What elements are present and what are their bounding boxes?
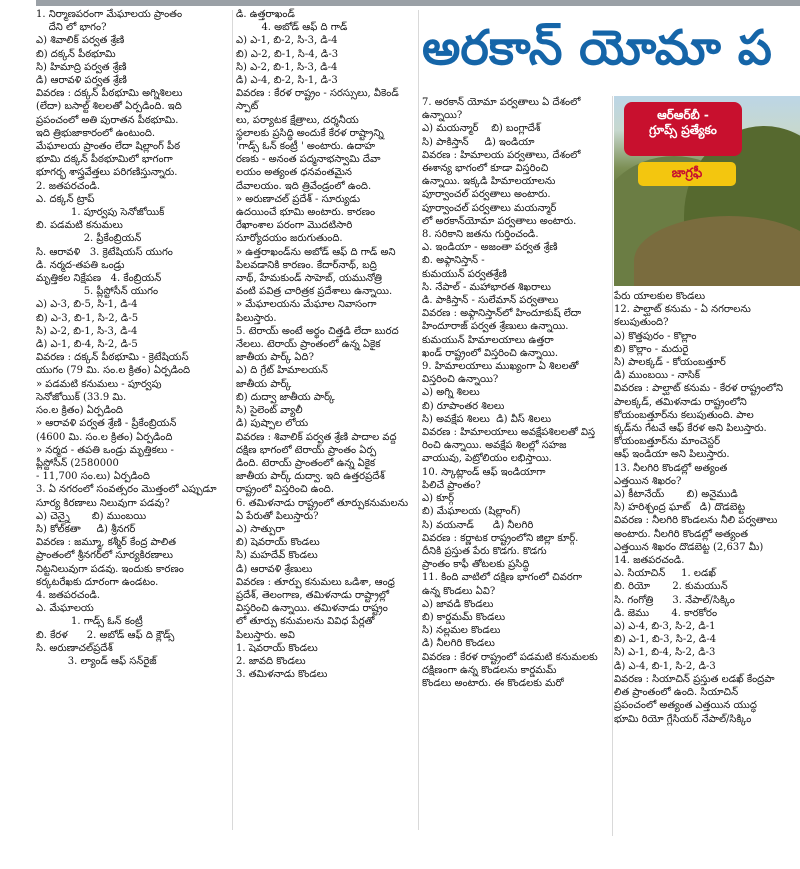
subject-tag: జాగ్రఫీ — [638, 162, 736, 186]
section-badge — [624, 102, 742, 156]
article-column-1: 1. నిర్మాణపరంగా మేఘాలయ ప్రాంతం దేని లో భాగం? ఎ) శివాలిక్ పర్వత శ్రేణి బి) దక్కన్ పీఠభూమి సి) హిమాద్రి పర్వత శ్రేణి డి) ఆరావళి పర్వత శ్రేణి వివరణ : దక్కన్ పీఠభూమి అగ్నిశిలలు (లేదా) బసాల్ట్ శిలలతో ఏర్పడింది. ఇది ప్రపంచంలో అతి పురాతన పీఠభూమి. ఇది త్రిభుజాకారంలో ఉంటుంది. మేఘాలయ ప్రాంతం లేదా షిల్లాంగ్ పీఠ భూమి దక్కన్ పీఠభూమిలో భాగంగా భూగర్భ శాస్త్రవేత్తలు పరిగణిస్తున్నారు. 2. జతపరచండి. ఎ. దక్కన్ ట్రాప్ 1. పూర్వపు సెనోజోయిక్ బి. పడమటి కనుమలు 2. ప్రీకేంబ్రియన్ సి. ఆరావళి 3. క్రెటేషియస్ యుగం డి. నర్మద-తపతి ఒండ్రు మృత్తికల నిక్షేపణ 4. కేంబ్రియన్ 5. ప్లీస్టోసీన్ యుగం ఎ) ఎ-3, బి-5, సి-1, డి-4 బి) ఎ-3, బి-1, సి-2, డి-5 సి) ఎ-2, బి-1, సి-3, డి-4 డి) ఎ-1, బి-4, సి-2, డి-5 వివరణ : దక్కన్ పీఠభూమి - క్రెటేషియస్ యుగం (79 మి. సం.ల క్రితం) ఏర్పడింది » పడమటి కనుమలు - పూర్వపు సెనోజోయిక్ (33.9 మి. సం.ల క్రితం) ఏర్పడింది » ఆరావళి పర్వత శ్రేణి - ప్రీకేంబ్రియన్ (4600 మి. సం.ల క్రితం) ఏర్పడింది » నర్మద - తపతి ఒండ్రు మృత్తికలు - ప్లీస్టోసీన్ (2580000 - 11,700 సం.లు) ఏర్పడింది 3. ఏ నగరంలో సంవత్సరం మొత్తంలో ఎప్పుడూ సూర్య కిరణాలు నిలువుగా పడవు? ఎ) చెన్నై బి) ముంబయి సి) కోల్‌కతా డి) శ్రీనగర్ వివరణ : జమ్మూ, కశ్మీర్ కేంద్ర పాలిత ప్రాంతంలో శ్రీనగర్‌లో సూర్యకిరణాలు నిట్టనిలువుగా పడవు. ఇందుకు కారణం కర్కటరేఖకు దూరంగా ఉండటం. 4. జతపరచండి. ఎ. మేఘాలయ 1. గాడ్స్ ఓన్ కంట్రీ బి. కేరళ 2. అబోడ్ ఆఫ్ ది క్లౌడ్స్ సి. అరుణాచల్‌ప్రదేశ్ 3. ల్యాండ్ ఆఫ్ సన్‌రైజ్ — [36, 9, 217, 667]
article-column-2: డి. ఉత్తరాఖండ్ 4. అబోడ్ ఆఫ్ ది గాడ్ ఎ) ఎ-1, బి-2, సి-3, డి-4 బి) ఎ-2, బి-1, సి-4, డి-3 సి) ఎ-2, బి-1, సి-3, డి-4 డి) ఎ-4, బి-2, సి-1, డి-3 వివరణ : కేరళ రాష్ట్రం - సరస్సులు, వీకెండ్ స్పాట్ లు, పర్యాటక క్షేత్రాలు, దర్శనీయ స్థలాలకు ప్రసిద్ధి అందుకే కేరళ రాష్ట్రాన్ని 'గాడ్స్ ఓన్ కంట్రీ ' అంటారు. ఉదాహ రణకు - అనంత పద్మనాభస్వామి దేవా లయం అత్యంత ధనవంతమైన దేవాలయం. ఇది త్రివేండ్రంలో ఉంది. » అరుణాచల్ ప్రదేశ్ - సూర్యుడు ఉదయించే భూమి అంటారు. కారణం రేఖాంశాల పరంగా మొదటిసారి సూర్యోదయం జరుగుతుంది. » ఉత్తరాఖండ్‌ను అబోడ్ ఆఫ్ ది గాడ్ అని పిలవడానికి కారణం. కేదార్‌నాథ్, బద్రి నాథ్, హేమకుండ్ సాహెబ్, యమునోత్రి వంటి పవిత్ర చారిత్రక ప్రదేశాలు ఉన్నాయి. » మేఘాలయను మేఘాల నివాసంగా పిలుస్తారు. 5. టెరాయ్ అంటే అర్థం చిత్తడి లేదా బురద నేలలు. టెరాయ్ ప్రాంతంలో ఉన్న ఏకైక జాతీయ పార్క్ ఏది? ఎ) ది గ్రేట్ హిమాలయన్ జాతీయ పార్క్ బి) దుద్వా జాతీయ పార్క్ సి) సైలెంట్ వ్యాలీ డి) పుష్పాల లోయ వివరణ : శివాలిక్ పర్వత శ్రేణి పాదాల వద్ద దక్షిణ భాగంలో టెరాయ్ ప్రాంతం ఏర్ప డింది. టెరాయ్ ప్రాంతంలో ఉన్న ఏకైక జాతీయ పార్క్ దుద్వా. ఇది ఉత్తరప్రదేశ్ రాష్ట్రంలో విస్తరించి ఉంది. 6. తమిళనాడు రాష్ట్రంలో తూర్పుకనుమలను ఏ పేరుతో పిలుస్తారు? ఎ) సాత్పురా బి) షెవరాయ్ కొండలు సి) మహదేవ్ కొండలు డి) ఆరావళి శ్రేణులు వివరణ : తూర్పు కనుమలు ఒడిశా, ఆంధ్ర ప్రదేశ్, తెలంగాణ, తమిళనాడు రాష్ట్రాల్లో విస్తరించి ఉన్నాయి. తమిళనాడు రాష్ట్రం లో తూర్పు కనుమలను వివిధ పేర్లతో పిలుస్తారు. అవి 1. షెవరాయ్ కొండలు 2. జావది కొండలు 3. తమిళనాడు కొండలు — [236, 9, 409, 681]
column-divider — [612, 96, 613, 836]
badge-line-2: గ్రూప్స్ ప్రత్యేకం — [649, 123, 717, 137]
article-column-3: 7. అరకాన్ యోమా పర్వతాలు ఏ దేశంలో ఉన్నాయి? ఎ) మయన్మార్ బి) బంగ్లాదేశ్ సి) పాకిస్తాన్ డి) ఇండియా వివరణ : హిమాలయ పర్వతాలు, దేశంలో ఈశాన్య భాగంలో కూడా విస్తరించి ఉన్నాయి. ఇక్కడి హిమాలయాలను పూర్వాంచల్ పర్వతాలు అంటారు. పూర్వాంచల్ పర్వతాలు మయన్మార్ లో అరకాన్‌యోమా పర్వతాలు అంటారు. 8. సరికాని జతను గుర్తించండి. ఎ. ఇండియా - అజంతా పర్వత శ్రేణి బి. అఫ్గానిస్తాన్ - కుమయున్ పర్వతశ్రేణి సి. నేపాల్ - మహాభారత శిఖరాలు డి. పాకిస్తాన్ - సులేమాన్ పర్వతాలు వివరణ : అఫ్గానిస్తాన్‌లో హిందూకుష్ లేదా హిందూరాజ్ పర్వత శ్రేణులు ఉన్నాయి. కుమయున్ హిమాలయాలు ఉత్తరా ఖండ్ రాష్ట్రంలో విస్తరించి ఉన్నాయి. 9. హిమాలయాలు ముఖ్యంగా ఏ శిలలతో విస్తరించి ఉన్నాయి? ఎ) అగ్ని శిలలు బి) రూపాంతర శిలలు సి) అవక్షేప శిలలు డి) వీస్ శిలలు వివరణ : హిమాలయాలు అవక్షేపశిలలతో విస్త రించి ఉన్నాయి. అవక్షేప శిలల్లో సహజ వాయువు, పెట్రోలియం లభిస్తాయి. 10. స్కాట్లాండ్ ఆఫ్ ఇండియాగా పిలిచే ప్రాంతం? ఎ) కూర్గ్ బి) మేఘాలయ (షిల్లాంగ్) సి) వయనాడ్ డి) నీలగిరి వివరణ : కర్ణాటక రాష్ట్రంలోని జిల్లా కూర్గ్. దీనికి ప్రస్తుత పేరు కొడగు. కొడగు ప్రాంతం కాఫీ తోటలకు ప్రసిద్ధి 11. కింది వాటిలో దక్షిణ భాగంలో చివరగా ఉన్న కొండలు ఏవి? ఎ) జావడి కొండలు బి) కార్డమమ్ కొండలు సి) నల్లమల కొండలు డి) నీలగిరి కొండలు వివరణ : కేరళ రాష్ట్రంలో పడమటి కనుమలకు దక్షిణంగా ఉన్న కొండలను కార్డమమ్ కొండలు అంటారు. ఈ కొండలకు మరో — [422, 97, 598, 689]
column-divider — [418, 10, 419, 830]
article-column-4: పేరు యాలకుల కొండలు 12. పాల్ఘాట్ కనుమ - ఏ నగరాలను కలుపుతుంది? ఎ) కొత్తపురం - కొల్లాం బి) కొల్లాం - మదురై సి) పాలక్కడ్ - కోయంబత్తూర్ డి) ముంబయి - నాసిక్ వివరణ : పాల్ఘాట్ కనుమ - కేరళ రాష్ట్రంలోని పాలక్కడ్, తమిళనాడు రాష్ట్రంలోని కోయంబత్తూర్‌ను కలుపుతుంది. పాల క్కడ్‌ను గేటవే ఆఫ్ కేరళ అని పిలుస్తారు. కోయంబత్తూర్‌ను మాంచెస్టర్ ఆఫ్ ఇండియా అని పిలుస్తారు. 13. నీలగిరి కొండల్లో అత్యంత ఎత్తయిన శిఖరం? ఎ) కీటానేయ్ బి) అనైముడి సి) హరిశ్చంద్ర ఘాట్ డి) దొడబెట్ట వివరణ : నీలగిరి కొండలను నీలి పర్వతాలు అంటారు. నీలగిరి కొండల్లో అత్యంత ఎత్తయిన శిఖరం దొడబెట్ట (2,637 మీ) 14. జతపరచండి. ఎ. సియాచిన్ 1. లడఖ్ బి. రియో 2. కుమయున్ సి. గంగోత్రి 3. నేపాల్/సిక్కిం డి. జెము 4. కారకోరం ఎ) ఎ-4, బి-3, సి-2, డి-1 బి) ఎ-1, బి-3, సి-2, డి-4 సి) ఎ-1, బి-4, సి-2, డి-3 డి) ఎ-4, బి-1, సి-2, డి-3 వివరణ : సియాచిన్ ప్రస్తుత లడఖ్ కేంద్రపా లిత ప్రాంతంలో ఉంది. సియాచిన్ ప్రపంచంలో అత్యంత ఎత్తయిన యుద్ధ భూమి రియో గ్లేసియర్ నేపాల్/సిక్కిం — [614, 291, 783, 725]
badge-line-1: ఆర్ఆర్‌బీ - — [657, 108, 709, 122]
column-divider — [232, 10, 233, 830]
mountain-photo — [614, 96, 800, 286]
top-rule — [36, 0, 800, 6]
headline: అరకాన్ యోమా ప — [422, 20, 772, 76]
